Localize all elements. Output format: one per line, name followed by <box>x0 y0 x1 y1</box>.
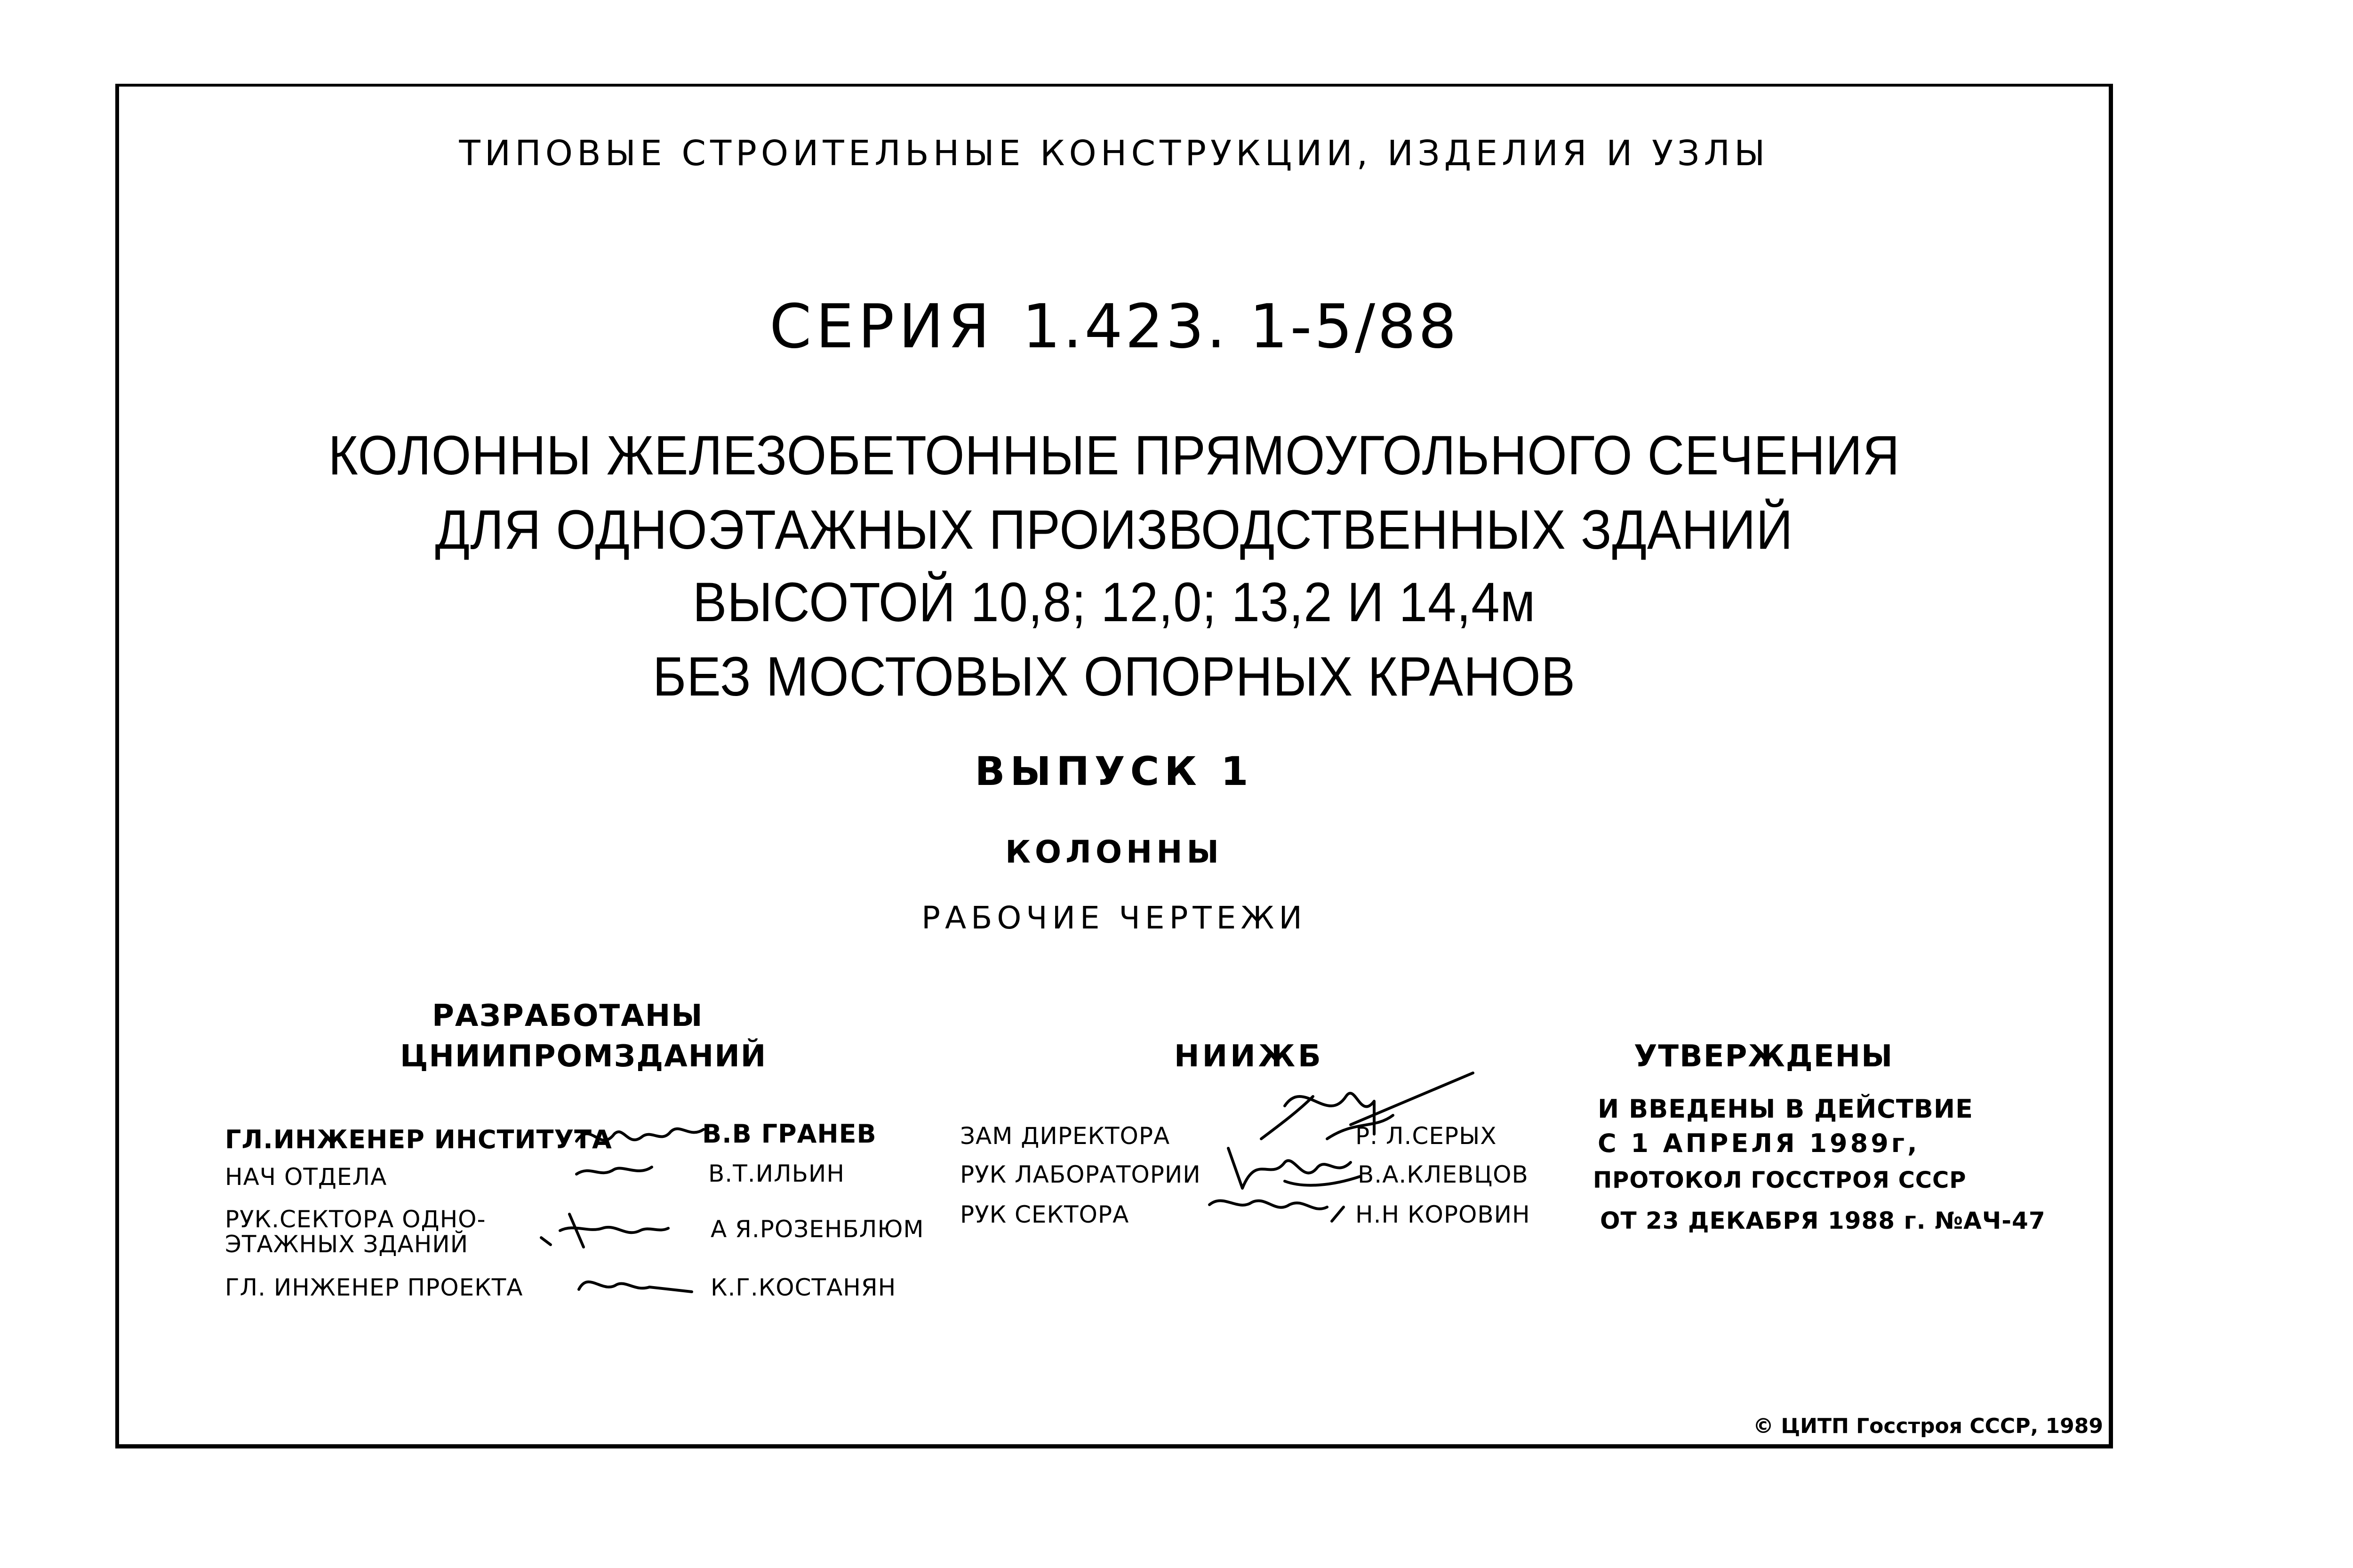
developer-role-3b: ЭТАЖНЫХ ЗДАНИЙ <box>225 1231 469 1258</box>
series-number: 1.423. 1-5/88 <box>1022 292 1459 362</box>
title-line-3: ВЫСОТОЙ 10,8; 12,0; 13,2 И 14,4м <box>692 571 1536 633</box>
niizhb-role-1: ЗАМ ДИРЕКТОРА <box>960 1122 1170 1150</box>
approved-line-3: ПРОТОКОЛ ГОССТРОЯ СССР <box>1593 1167 1967 1193</box>
niizhb-name-1: Р. Л.СЕРЫХ <box>1355 1122 1497 1150</box>
developer-name-4: К.Г.КОСТАНЯН <box>711 1274 896 1301</box>
issue-number: ВЫПУСК 1 <box>975 748 1254 794</box>
developer-name-3: А Я.РОЗЕНБЛЮМ <box>711 1216 924 1243</box>
developed-organization: ЦНИИПРОМЗДАНИЙ <box>400 1039 767 1074</box>
niizhb-name-3: Н.Н КОРОВИН <box>1355 1201 1530 1228</box>
copyright-notice: © ЦИТП Госстроя СССР, 1989 <box>1753 1414 2103 1438</box>
developed-heading: РАЗРАБОТАНЫ <box>432 999 704 1033</box>
signature-rozenblyum <box>532 1205 673 1256</box>
developer-role-1: ГЛ.ИНЖЕНЕР ИНСТИТУТА <box>225 1125 612 1154</box>
signature-ilyin <box>572 1158 656 1186</box>
developer-role-4: ГЛ. ИНЖЕНЕР ПРОЕКТА <box>225 1274 523 1301</box>
developer-name-2: В.Т.ИЛЬИН <box>708 1160 845 1187</box>
series-label: СЕРИЯ <box>769 292 994 362</box>
signature-klevtsov <box>1219 1144 1365 1195</box>
niizhb-heading: НИИЖБ <box>1174 1039 1324 1074</box>
niizhb-role-3: РУК СЕКТОРА <box>960 1201 1129 1228</box>
title-line-2: ДЛЯ ОДНОЭТАЖНЫХ ПРОИЗВОДСТВЕННЫХ ЗДАНИЙ <box>435 499 1793 561</box>
signature-korovin <box>1205 1188 1355 1231</box>
approved-line-2: С 1 АПРЕЛЯ 1989г, <box>1598 1128 1920 1158</box>
header-text: ТИПОВЫЕ СТРОИТЕЛЬНЫЕ КОНСТРУКЦИИ, ИЗДЕЛИЯ И УЗЛЫ <box>459 133 1769 174</box>
series-title <box>115 292 2113 362</box>
signature-granev <box>572 1115 708 1162</box>
developer-role-3a: РУК.СЕКТОРА ОДНО- <box>225 1206 486 1233</box>
niizhb-name-2: В.А.КЛЕВЦОВ <box>1358 1161 1529 1188</box>
approved-line-4: ОТ 23 ДЕКАБРЯ 1988 г. №АЧ-47 <box>1600 1207 2046 1234</box>
developer-name-1: В.В ГРАНЕВ <box>702 1119 877 1149</box>
approved-heading: УТВЕРЖДЕНЫ <box>1634 1039 1894 1074</box>
title-line-1: КОЛОННЫ ЖЕЛЕЗОБЕТОННЫЕ ПРЯМОУГОЛЬНОГО СЕЧЕНИЯ <box>328 424 1900 487</box>
signature-kostanyan <box>574 1266 696 1304</box>
title-line-4: БЕЗ МОСТОВЫХ ОПОРНЫХ КРАНОВ <box>653 646 1576 708</box>
developer-role-2: НАЧ ОТДЕЛА <box>225 1163 387 1191</box>
section-title: КОЛОННЫ <box>1005 834 1223 870</box>
approved-line-1: И ВВЕДЕНЫ В ДЕЙСТВИЕ <box>1598 1094 1973 1124</box>
document-type: РАБОЧИЕ ЧЕРТЕЖИ <box>921 900 1307 936</box>
niizhb-role-2: РУК ЛАБОРАТОРИИ <box>960 1161 1201 1188</box>
